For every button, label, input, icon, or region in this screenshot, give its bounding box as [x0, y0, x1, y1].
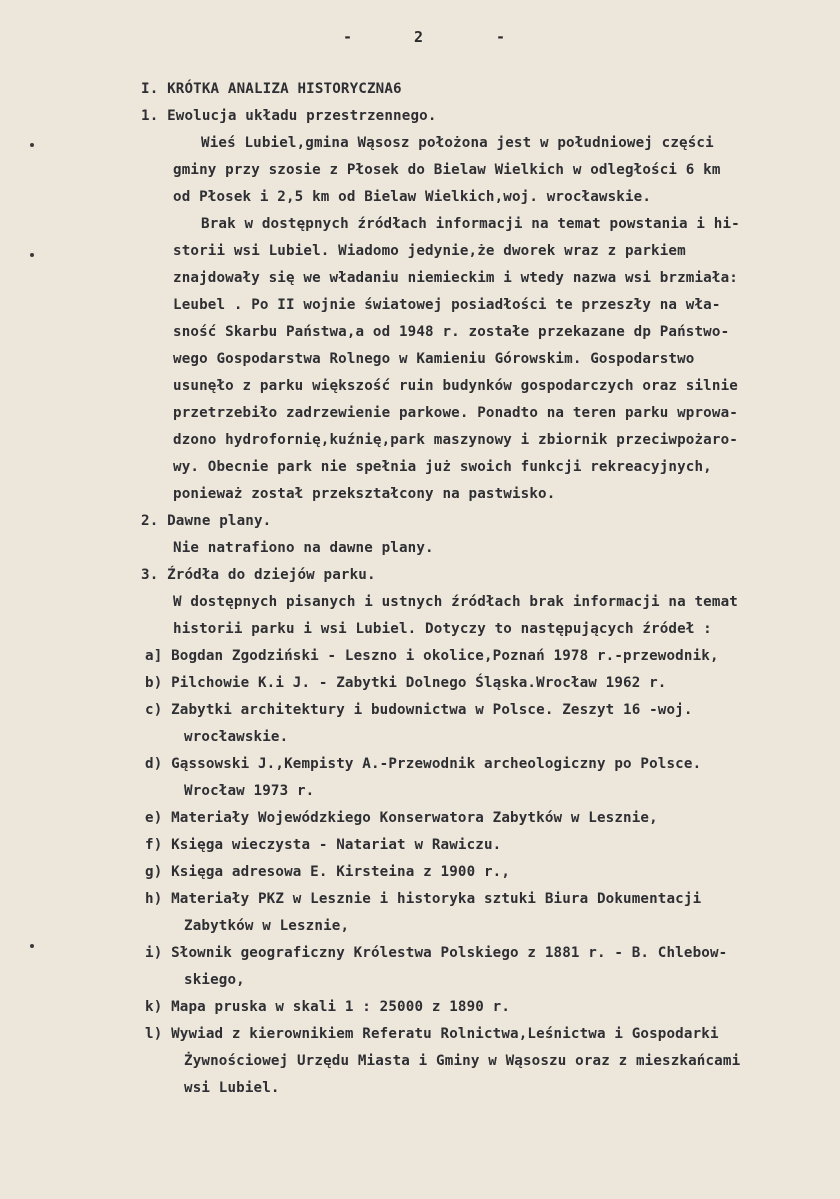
list-item: c) Zabytki architektury i budownictwa w Polsce. Zeszyt 16 -woj.: [145, 702, 693, 718]
list-item-continuation: Żywnościowej Urzędu Miasta i Gminy w Wąsoszu oraz z mieszkańcami: [184, 1053, 741, 1069]
list-item-continuation: skiego,: [184, 972, 245, 988]
subsection-heading: 1. Ewolucja układu przestrzennego.: [141, 108, 437, 124]
list-item: f) Księga wieczysta - Natariat w Rawiczu.: [145, 837, 502, 853]
list-item: g) Księga adresowa E. Kirsteina z 1900 r.,: [145, 864, 511, 880]
list-item: b) Pilchowie K.i J. - Zabytki Dolnego Śląska.Wrocław 1962 r.: [145, 675, 667, 691]
list-item: e) Materiały Wojewódzkiego Konserwatora Zabytków w Lesznie,: [145, 810, 658, 826]
text-line: Nie natrafiono na dawne plany.: [173, 540, 434, 556]
list-item-continuation: wrocławskie.: [184, 729, 289, 745]
header-dash-right: -: [496, 28, 506, 46]
page-number: 2: [414, 28, 424, 46]
text-line: gminy przy szosie z Płosek do Bielaw Wielkich w odległości 6 km: [173, 162, 721, 178]
list-item: k) Mapa pruska w skali 1 : 25000 z 1890 r.: [145, 999, 511, 1015]
text-line: Wieś Lubiel,gmina Wąsosz położona jest w południowej części: [201, 135, 714, 151]
list-item: i) Słownik geograficzny Królestwa Polskiego z 1881 r. - B. Chlebow-: [145, 945, 728, 961]
text-line: Leubel . Po II wojnie światowej posiadłości te przeszły na wła-: [173, 297, 721, 313]
header-dash-left: -: [343, 28, 353, 46]
margin-mark: [30, 143, 34, 147]
list-item: d) Gąssowski J.,Kempisty A.-Przewodnik archeologiczny po Polsce.: [145, 756, 702, 772]
margin-mark: [30, 253, 34, 257]
list-item: h) Materiały PKZ w Lesznie i historyka sztuki Biura Dokumentacji: [145, 891, 702, 907]
list-item: l) Wywiad z kierownikiem Referatu Rolnictwa,Leśnictwa i Gospodarki: [145, 1026, 719, 1042]
text-line: dzono hydrofornię,kuźnię,park maszynowy i zbiornik przeciwpożaro-: [173, 432, 738, 448]
list-item: a] Bogdan Zgodziński - Leszno i okolice,Poznań 1978 r.-przewodnik,: [145, 648, 719, 664]
text-line: znajdowały się we władaniu niemieckim i wtedy nazwa wsi brzmiała:: [173, 270, 738, 286]
text-line: storii wsi Lubiel. Wiadomo jedynie,że dworek wraz z parkiem: [173, 243, 686, 259]
list-item-continuation: Zabytków w Lesznie,: [184, 918, 350, 934]
subsection-heading: 2. Dawne plany.: [141, 513, 272, 529]
subsection-heading: 3. Źródła do dziejów parku.: [141, 567, 376, 583]
text-line: od Płosek i 2,5 km od Bielaw Wielkich,woj. wrocławskie.: [173, 189, 652, 205]
text-line: sność Skarbu Państwa,a od 1948 r. zostałe przekazane dp Państwo-: [173, 324, 730, 340]
section-heading: I. KRÓTKA ANALIZA HISTORYCZNA6: [141, 81, 402, 97]
text-line: wego Gospodarstwa Rolnego w Kamieniu Górowskim. Gospodarstwo: [173, 351, 695, 367]
text-line: przetrzebiło zadrzewienie parkowe. Ponadto na teren parku wprowa-: [173, 405, 738, 421]
text-line: ponieważ został przekształcony na pastwisko.: [173, 486, 556, 502]
text-line: W dostępnych pisanych i ustnych źródłach brak informacji na temat: [173, 594, 738, 610]
text-line: wy. Obecnie park nie spełnia już swoich funkcji rekreacyjnych,: [173, 459, 712, 475]
text-line: Brak w dostępnych źródłach informacji na temat powstania i hi-: [201, 216, 740, 232]
text-line: historii parku i wsi Lubiel. Dotyczy to następujących źródeł :: [173, 621, 712, 637]
text-line: usunęło z parku większość ruin budynków gospodarczych oraz silnie: [173, 378, 738, 394]
list-item-continuation: wsi Lubiel.: [184, 1080, 280, 1096]
list-item-continuation: Wrocław 1973 r.: [184, 783, 315, 799]
margin-mark: [30, 944, 34, 948]
